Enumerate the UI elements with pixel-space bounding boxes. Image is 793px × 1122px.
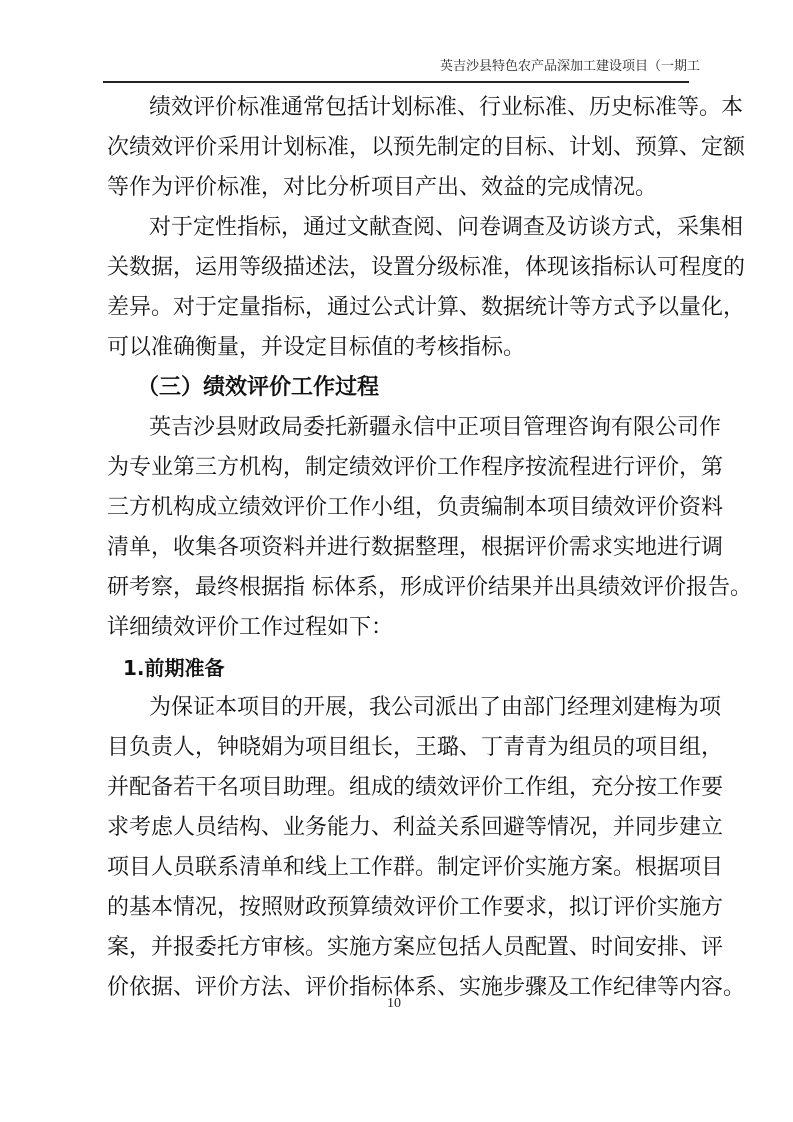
text-line: 对于定性指标，通过文献查阅、问卷调查及访谈方式，采集相 bbox=[149, 215, 744, 240]
text-line: 价依据、评价方法、评价指标体系、实施步骤及工作纪律等内容。 bbox=[107, 975, 746, 1000]
text-line: 案，并报委托方审核。实施方案应包括人员配置、时间安排、评 bbox=[107, 935, 724, 960]
text-line: 三方机构成立绩效评价工作小组，负责编制本项目绩效评价资料 bbox=[107, 495, 724, 520]
text-line: 清单，收集各项资料并进行数据整理，根据评价需求实地进行调 bbox=[107, 535, 724, 560]
text-line: 为保证本项目的开展，我公司派出了由部门经理刘建梅为项 bbox=[149, 695, 722, 720]
section-heading: （三）绩效评价工作过程 bbox=[137, 375, 380, 400]
text-line: 英吉沙县财政局委托新疆永信中正项目管理咨询有限公司作 bbox=[149, 415, 722, 440]
text-line: 目负责人，钟晓娟为项目组长，王璐、丁青青为组员的项目组， bbox=[107, 735, 724, 760]
text-line: 等作为评价标准，对比分析项目产出、效益的完成情况。 bbox=[107, 175, 658, 200]
text-line: 研考察，最终根据指 标体系，形成评价结果并出具绩效评价报告。 bbox=[107, 575, 752, 600]
text-line: 求考虑人员结构、业务能力、利益关系回避等情况，并同步建立 bbox=[107, 815, 724, 840]
header-divider bbox=[103, 81, 689, 83]
text-line: 的基本情况，按照财政预算绩效评价工作要求，拟订评价实施方 bbox=[107, 895, 724, 920]
text-line: 详细绩效评价工作过程如下： bbox=[107, 615, 394, 640]
header-title: 英吉沙县特色农产品深加工建设项目（一期工 bbox=[439, 59, 700, 74]
subsection-heading: 1.前期准备 bbox=[123, 656, 225, 680]
text-line: 并配备若干名项目助理。组成的绩效评价工作组，充分按工作要 bbox=[107, 775, 724, 800]
text-line: 项目人员联系清单和线上工作群。制定评价实施方案。根据项目 bbox=[107, 855, 724, 880]
text-line: 关数据，运用等级描述法，设置分级标准，体现该指标认可程度的 bbox=[107, 255, 746, 280]
text-line: 为专业第三方机构，制定绩效评价工作程序按流程进行评价，第 bbox=[107, 455, 724, 480]
text-line: 差异。对于定量指标，通过公式计算、数据统计等方式予以量化， bbox=[107, 295, 746, 320]
text-line: 绩效评价标准通常包括计划标准、行业标准、历史标准等。本 bbox=[149, 95, 744, 120]
text-line: 可以准确衡量，并设定目标值的考核指标。 bbox=[107, 335, 526, 360]
page-number: 10 bbox=[387, 996, 401, 1011]
text-line: 次绩效评价采用计划标准，以预先制定的目标、计划、预算、定额 bbox=[107, 135, 746, 160]
